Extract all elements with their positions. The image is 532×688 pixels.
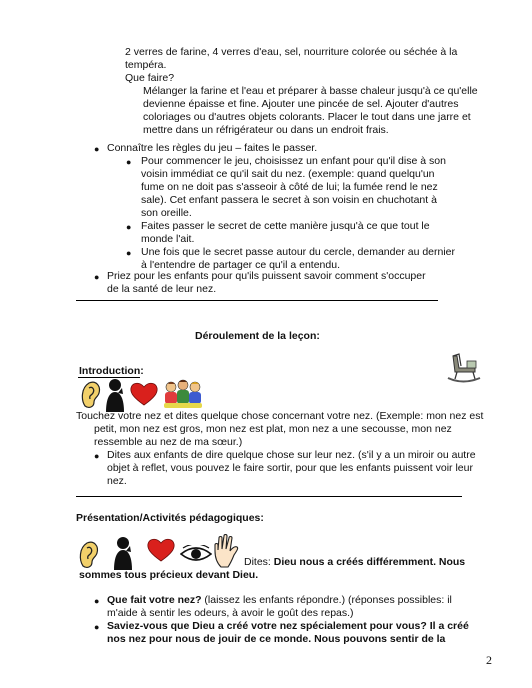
divider [76,300,438,301]
intro-para: Touchez votre nez et dites quelque chose concernant votre nez. (Exemple: mon nez est [76,410,484,422]
bullet: ● [126,248,132,258]
ear-icon [79,380,103,410]
presentation-heading: Présentation/Activités pédagogiques: [76,512,264,524]
rule-text: monde l'ait. [141,233,195,245]
ear-icon [77,540,101,570]
rule-text: Faites passer le secret de cette manière jusqu'à ce que tout le [141,220,430,232]
heart-icon [130,382,158,406]
divider [76,496,462,497]
intro-heading: Introduction: [79,365,144,377]
question-1-line-2: m'aide à sentir les odeurs, à avoir le goût des repas.) [107,607,354,619]
rocking-chair-icon [445,352,483,384]
intro-bullet: nez. [107,475,127,487]
intro-bullet: Dites aux enfants de dire quelque chose sur leur nez. (s'il y a un miroir ou autre [107,449,476,461]
dites-label: Dites: [244,556,271,568]
praying-child-icon [102,378,128,412]
pray-text: de la santé de leur nez. [107,283,217,295]
recipe-line-2: tempéra. [125,59,167,71]
dites-line-2: sommes tous précieux devant Dieu. [79,569,259,581]
rule-text: sale). Cet enfant passera le secret à son voisin en chuchotant à [141,194,437,206]
lesson-title: Déroulement de la leçon: [195,330,320,342]
bullet: ● [94,451,100,461]
question-1 [107,594,452,607]
recipe-step: coloriages ou d'autres objets colorants. Placer le tout dans une jarre et [143,111,471,123]
intro-para: petit, mon nez est gros, mon nez est plat, mon nez a une secousse, mon nez [94,423,452,435]
recipe-step: Mélanger la farine et l'eau et préparer à basse chaleur jusqu'à ce qu'elle [143,85,478,97]
dites-bold: Dieu nous a créés différemment. Nous [273,556,466,568]
children-group-icon [162,378,204,410]
question-2: Saviez-vous que Dieu a créé votre nez spécialement pour vous? Il a créé [107,620,469,632]
bullet: ● [126,157,132,167]
praying-child-icon [110,536,136,570]
heart-icon [147,538,175,562]
rule-text: Une fois que le secret passe autour du cercle, demander au dernier [141,246,456,258]
hand-icon [212,534,242,568]
recipe-step: mettre dans un réfrigérateur ou dans un endroit frais. [143,124,389,136]
recipe-step: devienne épaisse et fine. Ajouter une pincée de sel. Ajouter d'autres [143,98,459,110]
question-1-bold: Que fait votre nez? [107,594,202,606]
dites-line [244,556,465,569]
bullet: ● [94,622,100,632]
bullet: ● [126,222,132,232]
bullet: ● [94,596,100,606]
eye-icon [180,545,212,563]
rule-text: fume on ne doit pas s'asseoir à côté de lui; la fumée rend le nez [141,181,438,193]
pray-text: Priez pour les enfants pour qu'ils puissent savoir comment s'occuper [107,270,426,282]
bullet: ● [94,144,100,154]
rule-text: Pour commencer le jeu, choisissez un enfant pour qu'il dise à son [141,155,446,167]
rule-text: son oreille. [141,207,192,219]
intro-bullet: objet à reflet, vous pouvez le faire sortir, pour que les enfants puissent voir leur [107,462,473,474]
page-number: 2 [486,653,492,667]
rules-heading: Connaître les règles du jeu – faites le passer. [107,142,318,154]
rule-text: à l'entendre de partager ce qu'il a entendu. [141,259,340,271]
recipe-line-1: 2 verres de farine, 4 verres d'eau, sel, nourriture colorée ou séchée à la [125,46,458,58]
what-to-do: Que faire? [125,72,175,84]
question-2: nos nez pour nous de jouir de ce monde. Nous pouvons sentir de la [107,633,446,645]
intro-para: ressemble au nez de ma sœur.) [94,436,243,448]
rule-text: voisin immédiat ce qu'il sait du nez. (exemple: quand quelqu'un [141,168,435,180]
bullet: ● [94,272,100,282]
question-1-rest: (laissez les enfants répondre.) (réponses possibles: il [201,594,452,606]
